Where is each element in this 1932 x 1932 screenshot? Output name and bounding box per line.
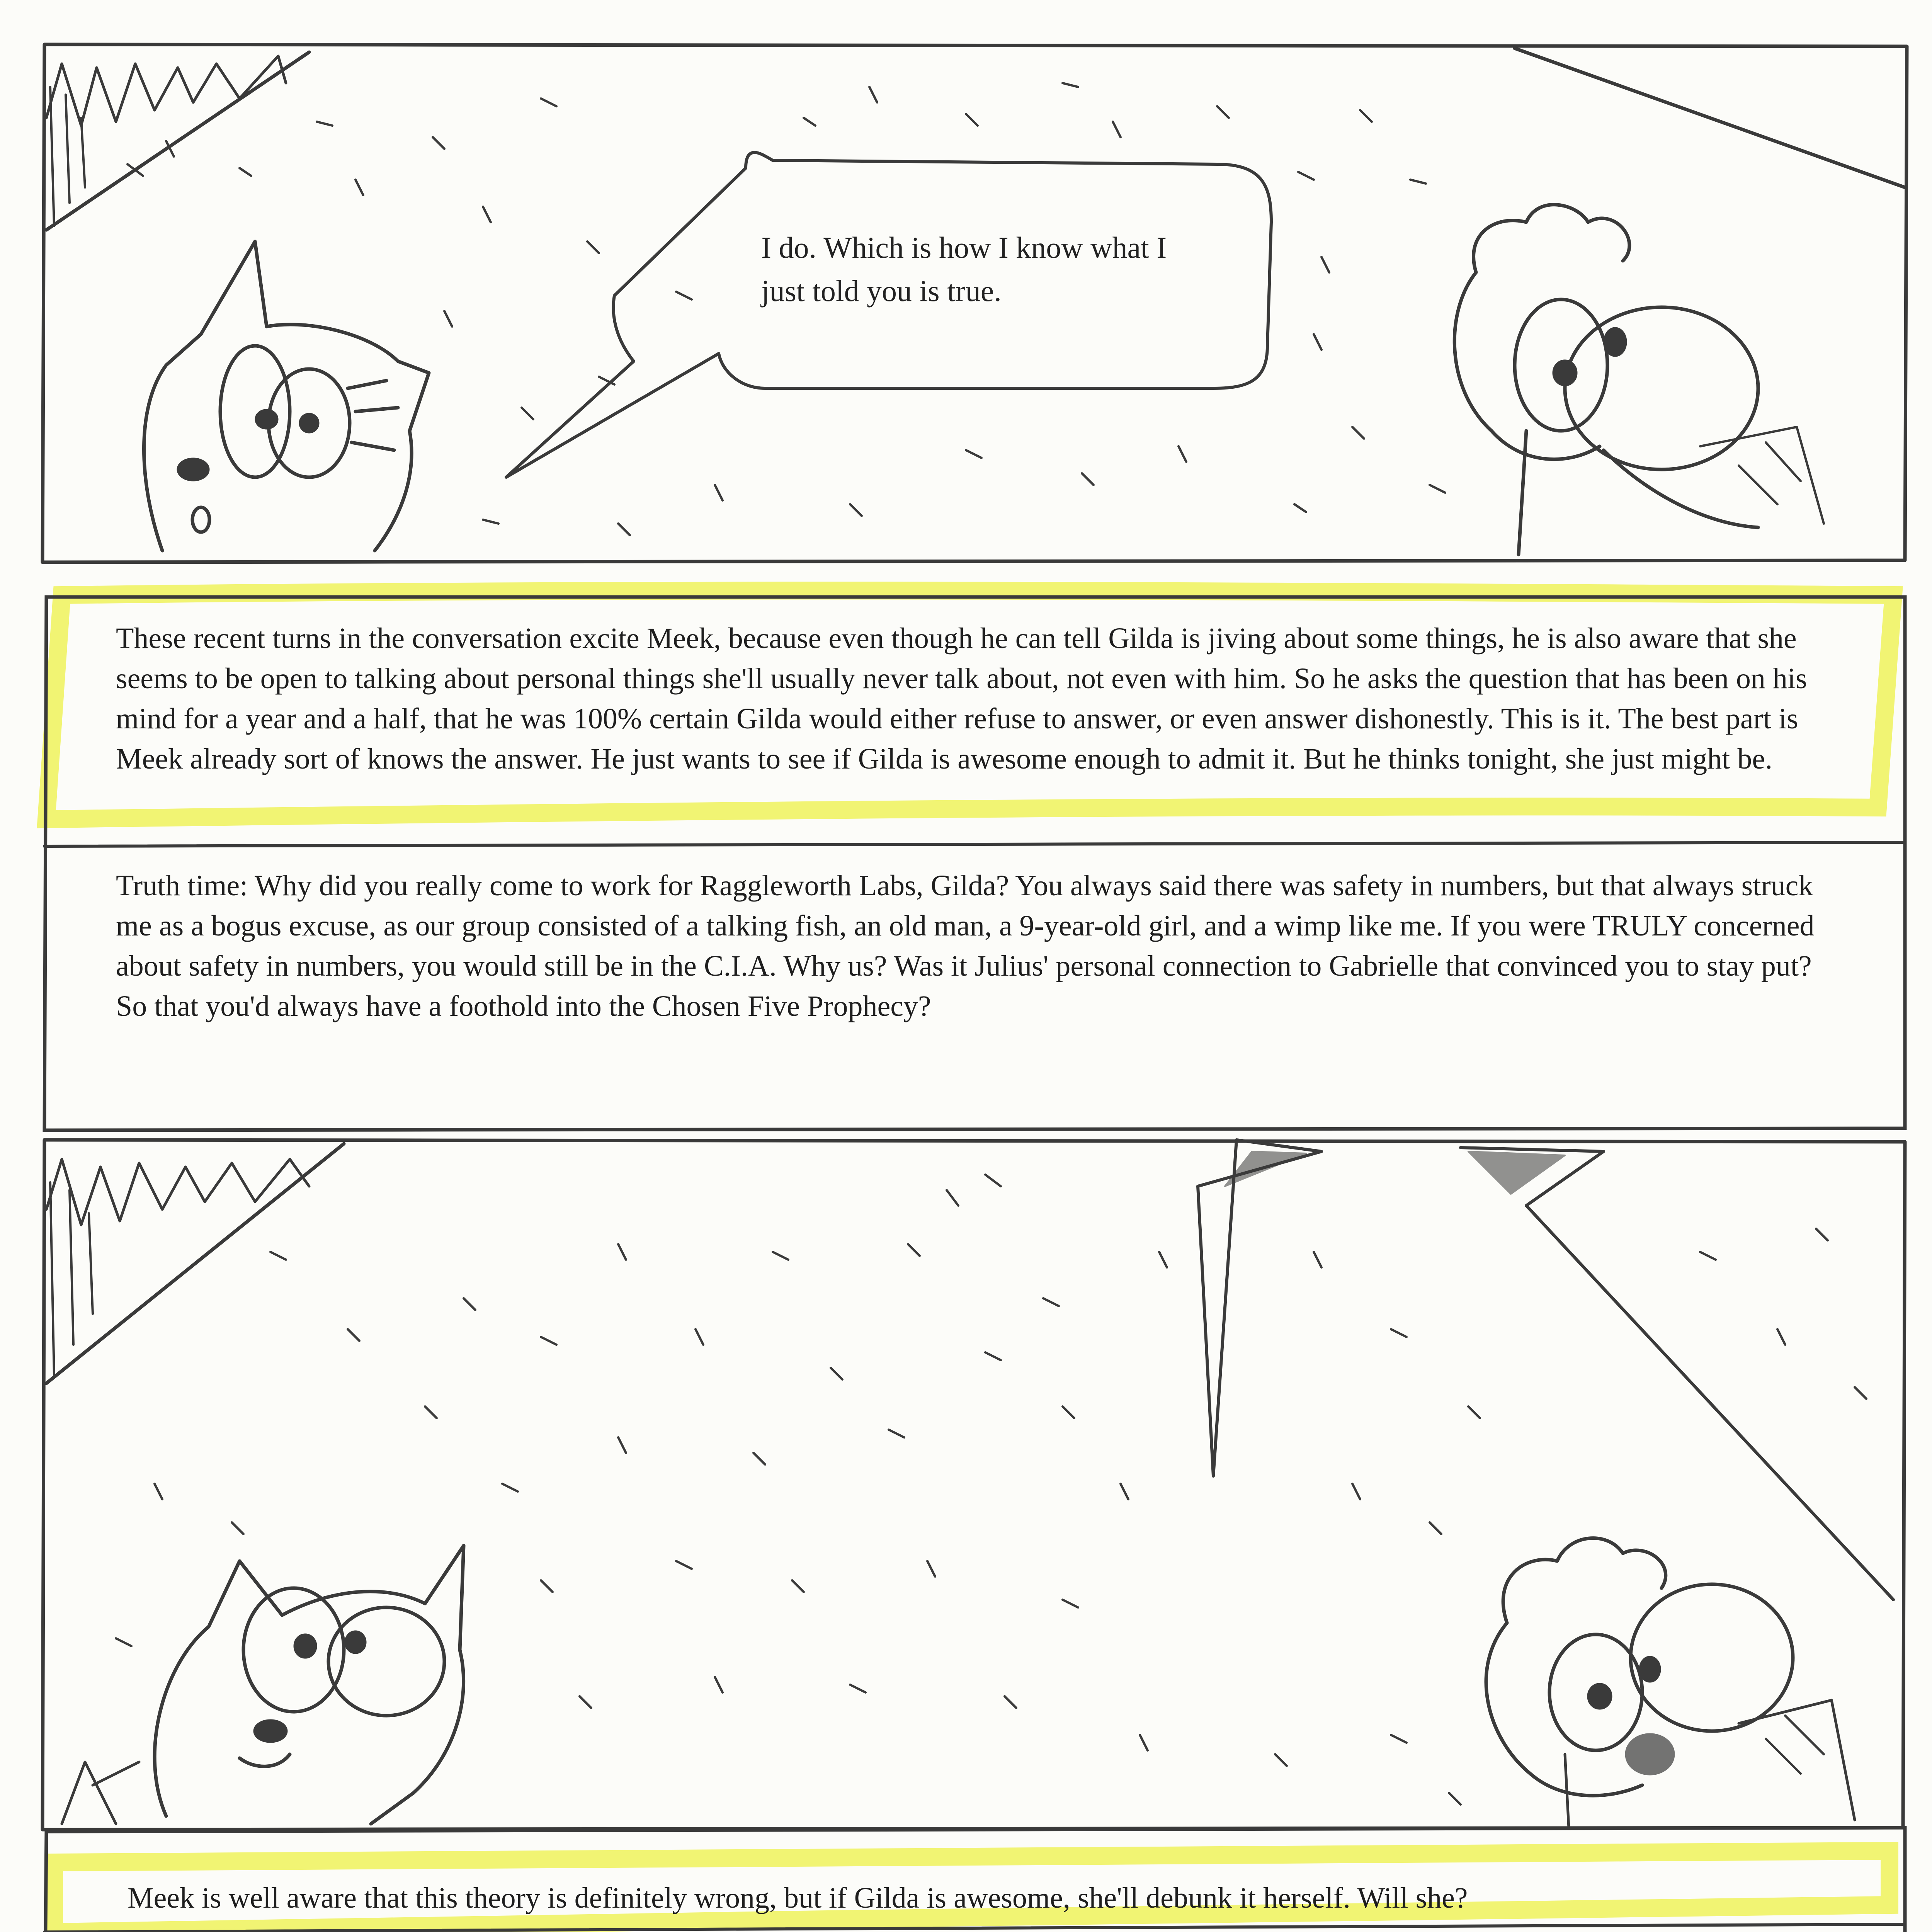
- gilda-dog-drawing: [1454, 205, 1824, 554]
- dialogue-text-1: Truth time: Why did you really come to work for Raggleworth Labs, Gilda? You always said there was safety in numbers, but that always struck me as a bogus excuse, as our group consisted of a talking fish, an old man, a 9-year-old girl, and a wimp like me. If you were TRULY concerned about safety in numbers, you would still be in the C.I.A. Why us? Was it Julius' personal connection to Gabrielle that convinced you to stay put? So that you'd always have a foothold into the Chosen Five Prophecy?: [116, 869, 1815, 1022]
- caption-block-1: [39, 587, 1909, 1136]
- narration-text-1: These recent turns in the conversation excite Meek, because even though he can tell Gilda is jiving about some things, he is also aware that she seems to be open to talking about personal things she'll usually never talk about, not even with him. So he asks the question that has been on his mind for a year and a half, that he was 100% certain Gilda would either refuse to answer, or even answer dishonestly. This is it. The best part is Meek already sort of knows the answer. He just wants to see if Gilda is awesome enough to admit it. But he thinks tonight, she just might be.: [116, 622, 1807, 775]
- meek-cat-drawing-2: [62, 1546, 464, 1824]
- panel-3: [39, 1136, 1909, 1832]
- gilda-dog-drawing-2: [1486, 1538, 1855, 1828]
- speech-bubble-text: I do. Which is how I know what I just told you is true.: [761, 231, 1167, 308]
- panel-1: [39, 41, 1909, 566]
- narration-text-2: Meek is well aware that this theory is definitely wrong, but if Gilda is awesome, she'll debunk it herself. Will she?: [128, 1882, 1468, 1914]
- panel-3-art: [39, 1136, 1909, 1832]
- narration-caption-1: [116, 618, 1847, 779]
- meek-cat-drawing: [144, 242, 429, 551]
- narration-caption-2: [128, 1878, 1828, 1918]
- caption-block-2: [39, 1816, 1909, 1932]
- dialogue-caption-1: [116, 866, 1847, 1026]
